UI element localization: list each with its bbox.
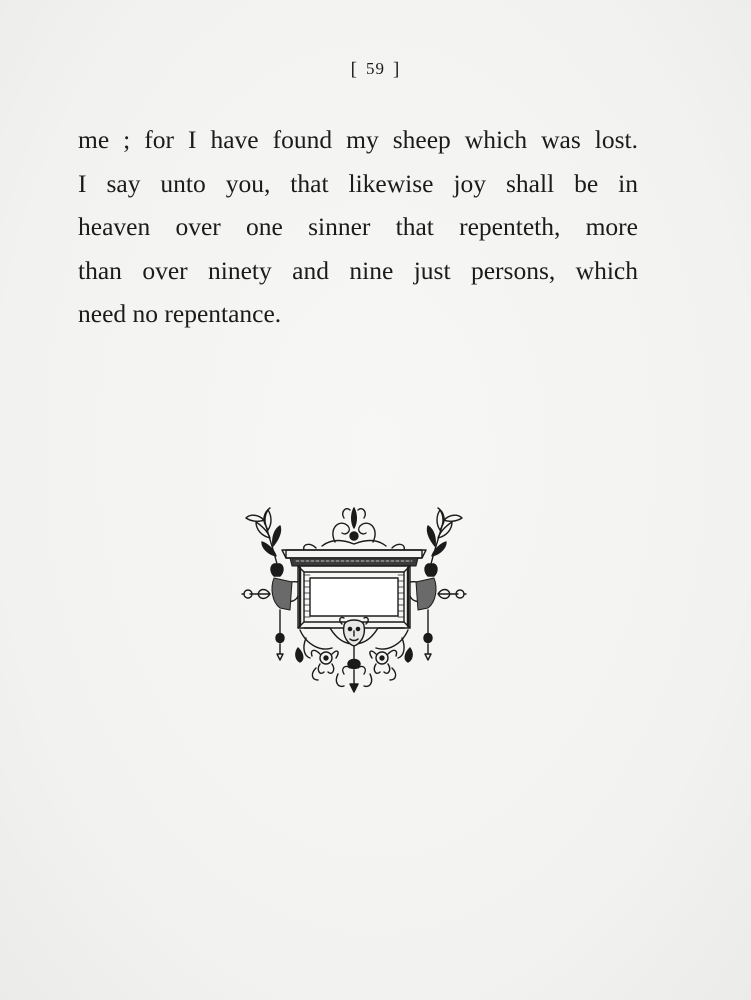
body-line-2: I say unto you, that likewise joy shall be in — [78, 168, 638, 198]
body-line-1: me ; for I have found my sheep which was lost. — [78, 125, 638, 154]
right-bracket: ] — [393, 59, 401, 80]
body-line-5: need no repentance. — [78, 299, 282, 328]
body-paragraph — [78, 118, 638, 336]
page-number: 59 — [366, 59, 385, 78]
page-number-header — [0, 58, 751, 80]
body-line-3: heaven over one sinner that repenteth, more — [78, 212, 638, 241]
baroque-cartouche-ornament-icon — [240, 498, 468, 694]
body-line-4: than over ninety and nine just persons, which — [78, 255, 638, 285]
left-bracket: [ — [350, 59, 358, 80]
